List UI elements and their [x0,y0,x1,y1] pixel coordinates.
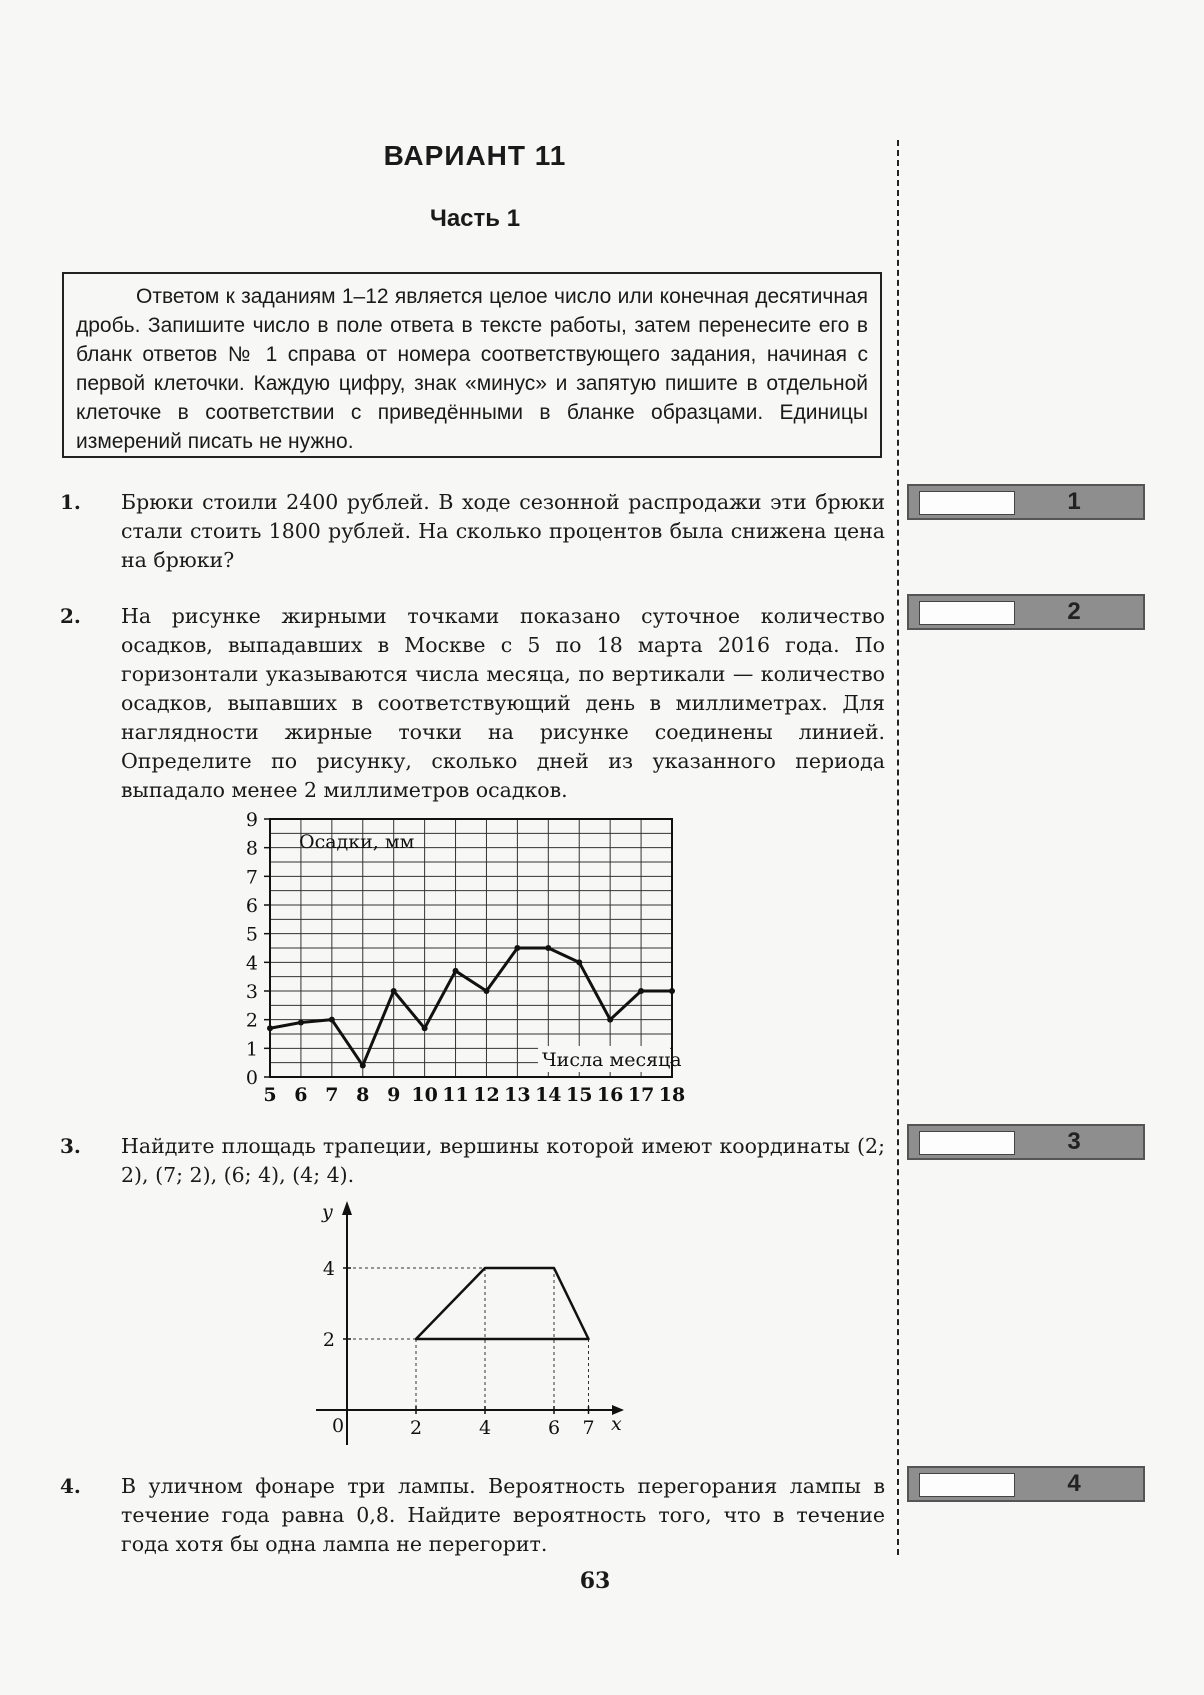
data-point [360,1063,366,1069]
instructions-box: Ответом к заданиям 1–12 является целое число или конечная десятичная дробь. Запишите число в поле ответа в тексте работы, затем перенесите его в бланк ответов № 1 справа от номера соответствующего задания, начиная с первой клеточки. Каждую цифру, знак «минус» и запятую пишите в отдельной клеточке в соответствии с приведёнными в бланке образцами. Единицы измерений писать не нужно. [62,272,882,458]
x-axis-label: x [611,1413,622,1435]
x-tick-label: 6 [294,1084,308,1106]
y-tick-label: 1 [245,1038,258,1061]
y-axis-arrow [342,1201,352,1215]
answer-field[interactable] [919,1131,1015,1155]
y-tick-label: 5 [245,923,258,946]
data-point [514,945,520,951]
x-tick-label: 12 [473,1084,500,1106]
origin-label: 0 [332,1415,345,1437]
data-point [576,959,582,965]
answer-box-number: 3 [1067,1128,1081,1155]
task-text: Найдите площадь трапеции, вершины которой имеют координаты (2; 2), (7; 2), (6; 4), (4; 4). [121,1134,885,1187]
y-tick-label: 2 [322,1329,335,1351]
x-tick-label: 11 [442,1084,469,1106]
data-point [329,1017,335,1023]
data-point [607,1017,613,1023]
x-axis-label: Числа месяца [542,1049,682,1071]
answer-box[interactable] [907,484,1145,520]
y-axis-label: y [322,1201,333,1223]
answer-field[interactable] [919,491,1015,515]
task-number: 3. [60,1134,81,1158]
task-number: 4. [60,1474,81,1498]
x-tick-label: 6 [547,1417,561,1439]
trapezoid-figure [300,1195,640,1445]
x-tick-label: 13 [504,1084,531,1106]
data-point [267,1025,273,1031]
y-tick-label: 2 [245,1009,258,1032]
y-tick-label: 4 [245,952,258,975]
x-tick-label: 16 [596,1084,624,1106]
data-point [298,1020,304,1026]
task-number: 2. [60,604,81,628]
y-tick-label: 8 [245,837,258,860]
x-tick-label: 15 [566,1084,593,1106]
task-text: На рисунке жирными точками показано суточное количество осадков, выпадавших в Москве с 5 по 18 марта 2016 года. По горизонтали указываются числа месяца, по вертикали — количество осадков, выпавших в соответствующий день в миллиметрах. Для наглядности жирные точки на рисунке соединены линией. Определите по рисунку, сколько дней из указанного периода выпадало менее 2 миллиметров осадков. [121,604,885,802]
x-tick-label: 17 [627,1084,655,1106]
x-tick-label: 18 [658,1084,686,1106]
data-point [669,988,675,994]
cut-line [897,140,899,1555]
data-point [391,988,397,994]
y-tick-label: 9 [245,809,258,831]
y-tick-label: 4 [322,1258,335,1280]
data-point [453,968,459,974]
page-number: 63 [579,1568,611,1594]
x-tick-label: 10 [411,1084,438,1106]
x-tick-label: 14 [535,1084,562,1106]
precipitation-chart [245,809,690,1106]
x-tick-label: 5 [263,1084,277,1106]
part-title: Часть 1 [429,205,521,232]
task-text: В уличном фонаре три лампы. Вероятность перегорания лампы в течение года равна 0,8. Найдите вероятность того, что в течение года хотя бы одна лампа не перегорит. [121,1474,885,1556]
answer-field[interactable] [919,1473,1015,1497]
data-point [422,1025,428,1031]
data-point [483,988,489,994]
variant-title: ВАРИАНТ 11 [383,140,567,171]
y-tick-label: 0 [245,1067,258,1089]
x-tick-label: 2 [409,1417,423,1439]
answer-field[interactable] [919,601,1015,625]
answer-box-number: 1 [1067,488,1081,515]
x-tick-label: 9 [387,1084,401,1106]
answer-box[interactable] [907,594,1145,630]
data-point [638,988,644,994]
y-tick-label: 6 [245,895,258,917]
task-number: 1. [60,490,81,514]
y-tick-label: 7 [245,866,258,889]
x-tick-label: 7 [325,1084,339,1106]
answer-box-number: 4 [1067,1470,1081,1497]
x-tick-label: 7 [582,1417,595,1439]
answer-box-number: 2 [1067,598,1081,625]
answer-box[interactable] [907,1124,1145,1160]
answer-box[interactable] [907,1466,1145,1502]
x-tick-label: 4 [478,1417,492,1439]
y-axis-label: Осадки, мм [299,831,415,853]
trapezoid [416,1268,589,1339]
task-text: Брюки стоили 2400 рублей. В ходе сезонной распродажи эти брюки стали стоить 1800 рублей. На сколько процентов была снижена цена на брюки? [121,490,885,572]
data-point [545,945,551,951]
x-tick-label: 8 [356,1084,370,1106]
y-tick-label: 3 [245,981,258,1003]
